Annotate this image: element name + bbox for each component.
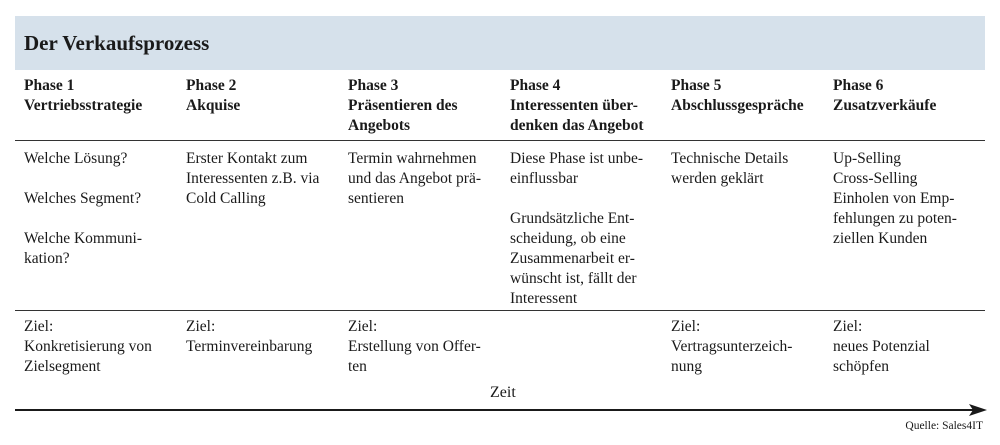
phase-name: Vertriebsstrategie xyxy=(24,97,143,114)
phase-goal xyxy=(177,311,339,381)
phase-header xyxy=(15,70,177,141)
phase-goal xyxy=(824,311,985,381)
phase-goal xyxy=(662,311,824,381)
phase-header xyxy=(662,70,824,141)
content-paragraph: Welches Segment? xyxy=(24,190,142,207)
phase-goal xyxy=(15,311,177,381)
phase-name: Interessenten über- denken das Angebot xyxy=(510,97,644,134)
goal-label: Ziel: xyxy=(671,318,701,335)
content-paragraph: Termin wahrnehmen und das Angebot prä- sentieren xyxy=(348,150,482,207)
content-paragraph: Welche Kommuni- kation? xyxy=(24,230,142,267)
process-table xyxy=(15,70,985,381)
phase-number: Phase 5 xyxy=(671,77,722,94)
phase-header xyxy=(501,70,662,141)
timeline-arrow-icon xyxy=(15,402,987,418)
title-bar xyxy=(15,16,985,70)
source-note: Quelle: Sales4IT xyxy=(905,420,983,432)
phase-number: Phase 2 xyxy=(186,77,237,94)
goal-text: Terminvereinbarung xyxy=(186,338,313,355)
goal-text: neues Potenzial schöpfen xyxy=(833,338,930,375)
content-paragraph: Grundsätzliche Ent- scheidung, ob eine Zusammenarbeit er- wünscht ist, fällt der Interessent xyxy=(510,210,637,307)
content-paragraph: Technische Details werden geklärt xyxy=(671,150,789,187)
phase-number: Phase 1 xyxy=(24,77,75,94)
content-paragraph: Up-Selling Cross-Selling Einholen von Emp- fehlungen zu poten- ziellen Kunden xyxy=(833,150,957,247)
goal-label: Ziel: xyxy=(24,318,54,335)
phase-name: Präsentieren des Angebots xyxy=(348,97,458,134)
goal-text: Erstellung von Offer- ten xyxy=(348,338,481,375)
content-paragraph: Welche Lösung? xyxy=(24,150,128,167)
page-title: Der Verkaufsprozess xyxy=(24,30,210,55)
content-paragraph: Diese Phase ist unbe- einflussbar xyxy=(510,150,644,187)
phase-number: Phase 3 xyxy=(348,77,399,94)
phase-content xyxy=(15,141,177,311)
phase-name: Abschlussgespräche xyxy=(671,97,804,114)
phase-goal xyxy=(501,311,662,381)
content-paragraph: Erster Kontakt zum Interessenten z.B. via Cold Calling xyxy=(186,150,320,207)
timeline-label: Zeit xyxy=(490,384,516,401)
phase-content xyxy=(662,141,824,311)
phase-number: Phase 4 xyxy=(510,77,561,94)
phase-content xyxy=(824,141,985,311)
phase-header xyxy=(824,70,985,141)
phase-header xyxy=(339,70,501,141)
goal-label: Ziel: xyxy=(348,318,378,335)
phase-goal xyxy=(339,311,501,381)
phase-content xyxy=(339,141,501,311)
phase-content xyxy=(177,141,339,311)
phase-name: Akquise xyxy=(186,97,241,114)
goal-text: Vertragsunterzeich- nung xyxy=(671,338,793,375)
phase-header xyxy=(177,70,339,141)
goal-label: Ziel: xyxy=(186,318,216,335)
phase-number: Phase 6 xyxy=(833,77,884,94)
goal-text: Konkretisierung von Zielsegment xyxy=(24,338,152,375)
phase-content xyxy=(501,141,662,311)
goal-label: Ziel: xyxy=(833,318,863,335)
phase-name: Zusatzverkäufe xyxy=(833,97,937,114)
